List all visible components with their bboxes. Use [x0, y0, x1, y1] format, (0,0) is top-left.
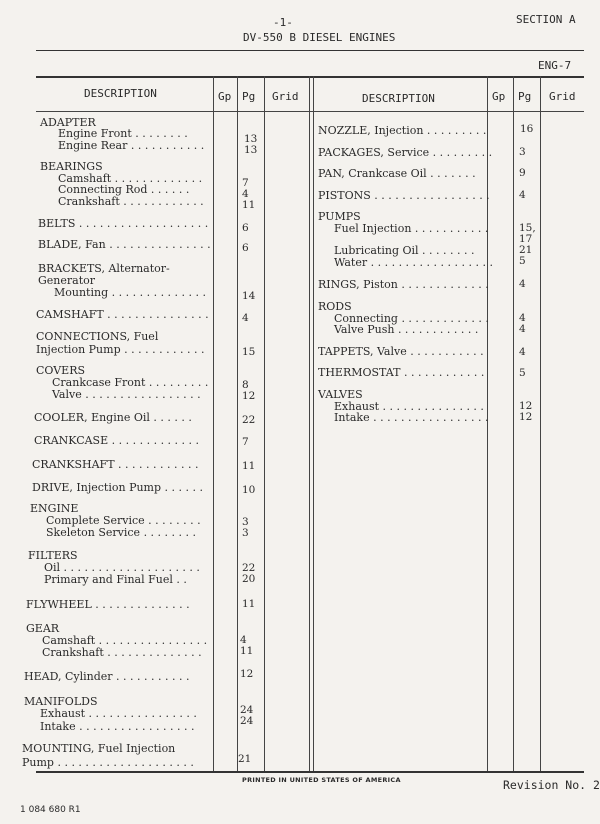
page-ref: 7	[242, 436, 249, 448]
page-ref: 12	[242, 390, 256, 402]
index-heading: Generator	[38, 274, 96, 287]
page-ref: 12	[519, 400, 533, 412]
index-heading: ADAPTER	[40, 116, 96, 129]
column-divider	[313, 76, 314, 771]
index-entry: Connecting Rod . . . . . .	[58, 183, 190, 196]
page-ref: 11	[240, 645, 254, 657]
index-entry: Pump . . . . . . . . . . . . . . . . . . . .	[22, 756, 194, 769]
index-entry: Exhaust . . . . . . . . . . . . . . .	[334, 400, 484, 413]
page-ref: 15,	[519, 222, 536, 234]
column-divider	[264, 76, 265, 771]
index-entry: BELTS . . . . . . . . . . . . . . . . . . .	[38, 217, 209, 230]
index-heading: PUMPS	[318, 210, 361, 223]
index-entry: PAN, Crankcase Oil . . . . . . .	[318, 167, 476, 180]
index-heading: FILTERS	[28, 549, 78, 562]
page-ref: 13	[244, 133, 258, 145]
index-entry: CAMSHAFT . . . . . . . . . . . . . . .	[36, 308, 209, 321]
table-bottom-border	[36, 771, 584, 773]
index-entry: DRIVE, Injection Pump . . . . . .	[32, 481, 203, 494]
index-entry: Engine Front . . . . . . . .	[58, 127, 188, 140]
page-ref: 4	[519, 278, 526, 290]
page-ref: 24	[240, 715, 254, 727]
index-entry: FLYWHEEL . . . . . . . . . . . . . .	[26, 598, 190, 611]
page-ref: 14	[242, 290, 256, 302]
page-ref: 10	[242, 484, 256, 496]
page-ref: 4	[519, 323, 526, 335]
page-ref: 13	[244, 144, 258, 156]
page-ref: 21	[519, 244, 533, 256]
index-entry: Water . . . . . . . . . . . . . . . . . .	[334, 256, 493, 269]
page-ref: 17	[519, 233, 533, 245]
column-divider	[237, 76, 238, 771]
index-entry: Valve Push . . . . . . . . . . . .	[334, 323, 479, 336]
page-ref: 3	[242, 527, 249, 539]
index-heading: COVERS	[36, 364, 86, 377]
column-header-gp: Gp	[492, 90, 506, 103]
column-header-pg: Pg	[518, 90, 532, 103]
document-number: 1 084 680 R1	[20, 805, 81, 815]
page-ref: 5	[519, 367, 526, 379]
table-header-divider	[36, 111, 584, 112]
column-divider	[540, 76, 541, 771]
index-entry: Exhaust . . . . . . . . . . . . . . . .	[40, 707, 197, 720]
index-entry: Engine Rear . . . . . . . . . . .	[58, 139, 205, 152]
column-header-pg: Pg	[242, 90, 256, 103]
page-ref: 3	[242, 516, 249, 528]
page-ref: 8	[242, 379, 249, 391]
index-entry: Primary and Final Fuel . .	[44, 573, 187, 586]
index-entry: Connecting . . . . . . . . . . . . .	[334, 312, 489, 325]
printed-notice: PRINTED IN UNITED STATES OF AMERICA	[242, 776, 401, 784]
page-ref: 22	[242, 414, 256, 426]
page-ref: 11	[242, 460, 256, 472]
page-ref: 9	[519, 167, 526, 179]
page-ref: 4	[519, 346, 526, 358]
index-entry: Intake . . . . . . . . . . . . . . . . .	[40, 720, 195, 733]
index-entry: Injection Pump . . . . . . . . . . . .	[36, 343, 205, 356]
page-ref: 11	[242, 199, 256, 211]
page-ref: 4	[240, 634, 247, 646]
document-code: ENG-7	[538, 59, 572, 72]
index-entry: Camshaft . . . . . . . . . . . . .	[58, 172, 203, 185]
index-heading: ENGINE	[30, 502, 79, 515]
page-ref: 4	[242, 188, 249, 200]
index-entry: Crankshaft . . . . . . . . . . . . . .	[42, 646, 202, 659]
page-ref: 12	[519, 411, 533, 423]
index-entry: Fuel Injection . . . . . . . . . . .	[334, 222, 489, 235]
column-header-description: DESCRIPTION	[84, 87, 157, 100]
index-entry: TAPPETS, Valve . . . . . . . . . . .	[318, 345, 484, 358]
index-entry: THERMOSTAT . . . . . . . . . . . .	[318, 366, 485, 379]
index-entry: Crankcase Front . . . . . . . . .	[52, 376, 209, 389]
document-title: DV-550 B DIESEL ENGINES	[243, 31, 396, 44]
index-heading: CONNECTIONS, Fuel	[36, 330, 159, 343]
index-entry: BLADE, Fan . . . . . . . . . . . . . . .	[38, 238, 211, 251]
index-entry: Lubricating Oil . . . . . . . .	[334, 244, 475, 257]
column-header-grid: Grid	[549, 90, 576, 103]
index-entry: Crankshaft . . . . . . . . . . . .	[58, 195, 204, 208]
table-top-border	[36, 76, 584, 78]
index-entry: Camshaft . . . . . . . . . . . . . . . .	[42, 634, 208, 647]
page-ref: 15	[242, 346, 256, 358]
page-ref: 20	[242, 573, 256, 585]
page-ref: 21	[238, 753, 252, 765]
column-divider	[309, 76, 310, 771]
page-ref: 16	[520, 123, 534, 135]
page-ref: 6	[242, 222, 249, 234]
page-ref: 5	[519, 255, 526, 267]
index-entry: Valve . . . . . . . . . . . . . . . . .	[52, 388, 201, 401]
column-header-grid: Grid	[272, 90, 299, 103]
index-entry: CRANKSHAFT . . . . . . . . . . . .	[32, 458, 199, 471]
page-ref: 3	[519, 146, 526, 158]
index-entry: Intake . . . . . . . . . . . . . . . . .	[334, 411, 489, 424]
index-entry: Mounting . . . . . . . . . . . . . .	[54, 286, 207, 299]
page-ref: 24	[240, 704, 254, 716]
header-rule	[36, 50, 584, 51]
index-entry: PISTONS . . . . . . . . . . . . . . . . .	[318, 189, 490, 202]
index-entry: Oil . . . . . . . . . . . . . . . . . . . .	[44, 561, 200, 574]
index-entry: CRANKCASE . . . . . . . . . . . . .	[34, 434, 200, 447]
index-heading: VALVES	[318, 388, 363, 401]
page-ref: 7	[242, 177, 249, 189]
page-number: -1-	[273, 16, 293, 29]
page-ref: 11	[242, 598, 256, 610]
page-ref: 4	[242, 312, 249, 324]
revision-label: Revision No. 2	[503, 778, 600, 792]
column-header-gp: Gp	[218, 90, 232, 103]
index-entry: Skeleton Service . . . . . . . .	[46, 526, 197, 539]
column-divider	[513, 76, 514, 771]
index-entry: NOZZLE, Injection . . . . . . . . .	[318, 124, 487, 137]
index-heading: MANIFOLDS	[24, 695, 98, 708]
page-ref: 4	[519, 189, 526, 201]
index-entry: HEAD, Cylinder . . . . . . . . . . .	[24, 670, 190, 683]
column-divider	[213, 76, 214, 771]
page-ref: 22	[242, 562, 256, 574]
index-entry: RINGS, Piston . . . . . . . . . . . . .	[318, 278, 489, 291]
page-ref: 4	[519, 312, 526, 324]
index-heading: MOUNTING, Fuel Injection	[22, 742, 176, 755]
index-entry: PACKAGES, Service . . . . . . . . .	[318, 146, 493, 159]
page-ref: 6	[242, 242, 249, 254]
column-header-description: DESCRIPTION	[362, 92, 435, 105]
index-entry: Complete Service . . . . . . . .	[46, 514, 201, 527]
index-heading: GEAR	[26, 622, 60, 635]
section-label: SECTION A	[516, 13, 576, 26]
index-entry: COOLER, Engine Oil . . . . . .	[34, 411, 192, 424]
page-ref: 12	[240, 668, 254, 680]
index-heading: RODS	[318, 300, 352, 313]
index-heading: BRACKETS, Alternator-	[38, 262, 170, 275]
index-heading: BEARINGS	[40, 160, 103, 173]
